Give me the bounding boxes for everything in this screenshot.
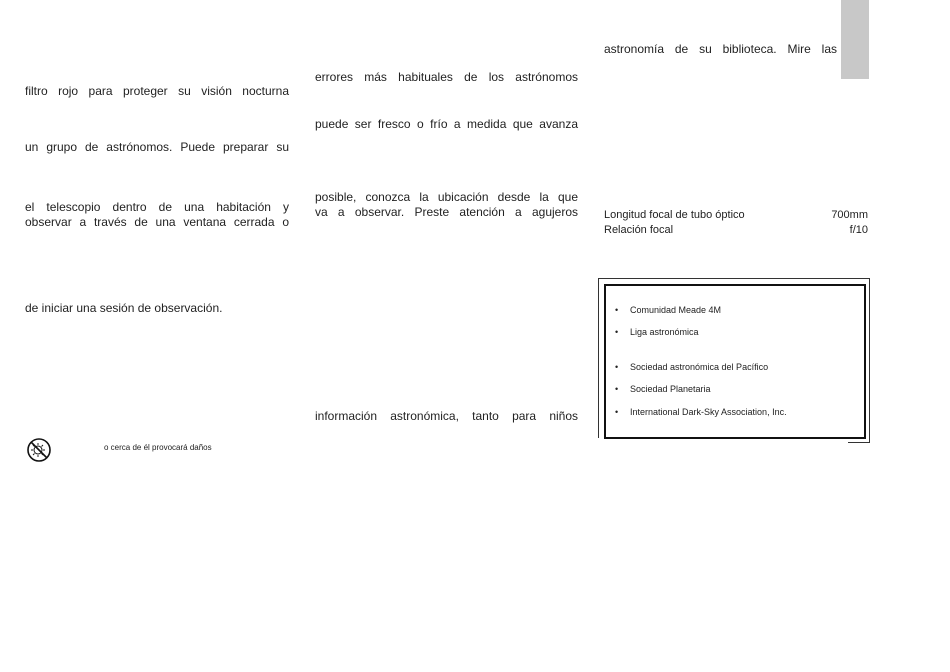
spec-value: f/10	[849, 224, 868, 236]
col1-line-4: observar a través de una ventana cerrada o	[25, 215, 289, 229]
list-item	[615, 384, 711, 395]
col1-line-3: el telescopio dentro de una habitación y	[25, 200, 289, 214]
col2-line-1: errores más habituales de los astrónomos	[315, 70, 578, 84]
col1-line-5: de iniciar una sesión de observación.	[25, 301, 223, 315]
col2-line-4: va a observar. Preste atención a agujeros	[315, 205, 578, 219]
list-item-label: Comunidad Meade 4M	[630, 305, 722, 315]
spec-label: Relación focal	[604, 224, 674, 236]
spec-value: 700mm	[831, 209, 868, 221]
list-item	[615, 407, 787, 418]
list-item	[615, 305, 721, 316]
list-item-label: Liga astronómica	[630, 327, 699, 337]
col2-line-2: puede ser fresco o frío a medida que avanza	[315, 117, 578, 131]
col1-line-2: un grupo de astrónomos. Puede preparar su	[25, 140, 289, 154]
bullet: •	[615, 362, 619, 372]
col2-line-3: posible, conozca la ubicación desde la que	[315, 190, 578, 204]
list-item-label: International Dark-Sky Association, Inc.	[630, 407, 787, 417]
list-item	[615, 327, 699, 338]
col1-line-1: filtro rojo para proteger su visión nocturna	[25, 84, 289, 98]
bullet: •	[615, 384, 619, 394]
no-sun-observation-icon	[26, 437, 52, 463]
bullet: •	[615, 305, 619, 315]
col2-line-5: información astronómica, tanto para niños	[315, 409, 578, 423]
list-item	[615, 362, 768, 373]
warning-text: o cerca de él provocará daños	[104, 443, 212, 452]
bullet: •	[615, 327, 619, 337]
spec-label: Longitud focal de tubo óptico	[604, 209, 745, 221]
bullet: •	[615, 407, 619, 417]
list-item-label: Sociedad Planetaria	[630, 384, 711, 394]
col3-line-1: astronomía de su biblioteca. Mire las	[604, 42, 837, 56]
section-tab	[841, 0, 869, 79]
list-item-label: Sociedad astronómica del Pacífico	[630, 362, 769, 372]
